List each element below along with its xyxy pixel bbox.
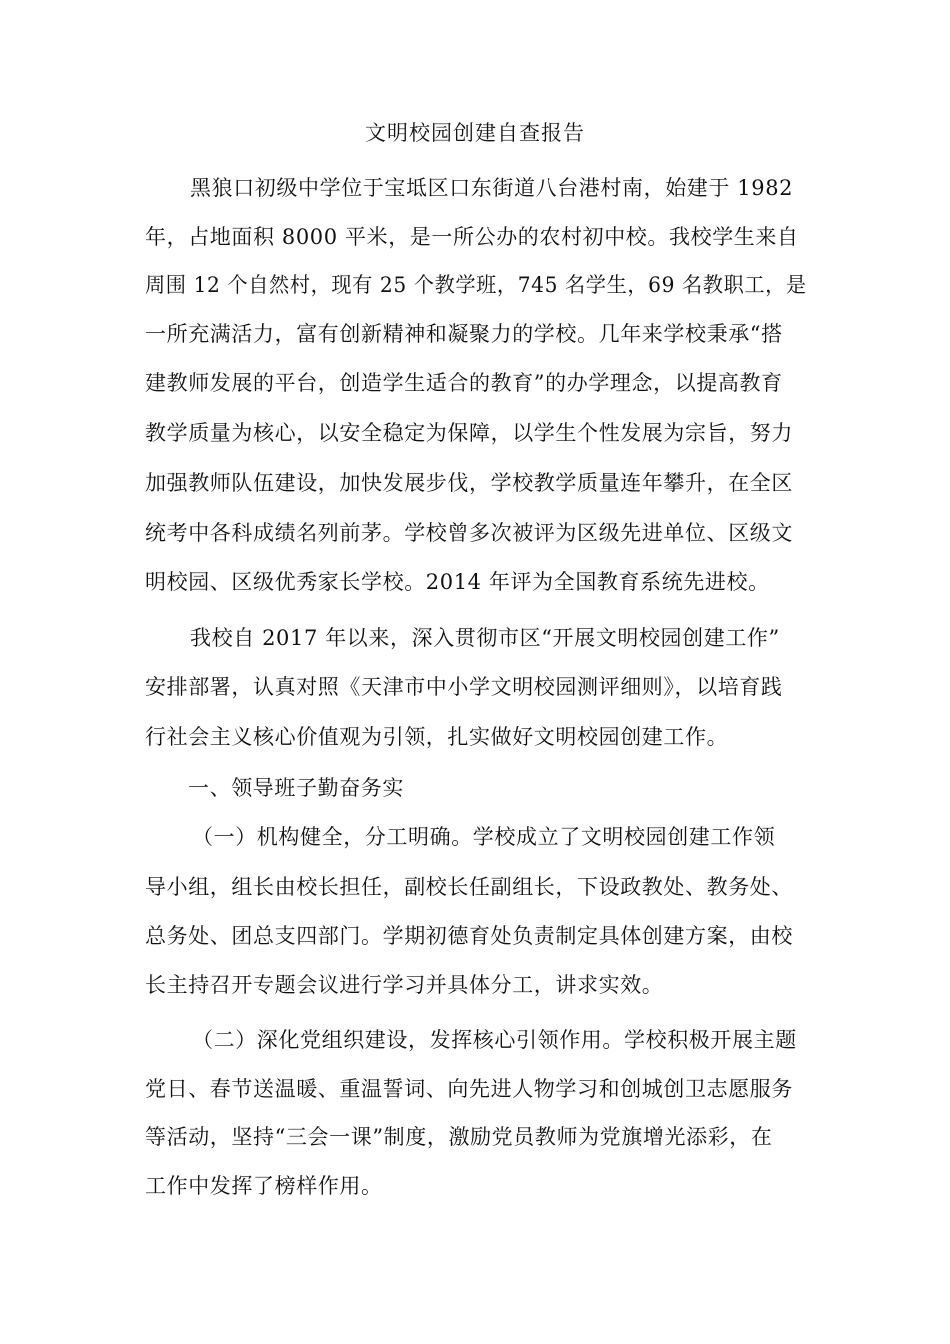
paragraph-3-line-3: 总务处、团总支四部门。学期初德育处负责制定具体创建方案，由校 [145,924,793,948]
paragraph-3-line-2: 导小组，组长由校长担任，副校长任副组长，下设政教处、教务处、 [145,875,793,899]
paragraph-4-line-2: 党日、春节送温暖、重温誓词、向先进人物学习和创城创卫志愿服务 [145,1077,793,1101]
paragraph-4-line-4: 工作中发挥了榜样作用。 [145,1174,383,1198]
paragraph-1-line-7: 加强教师队伍建设，加快发展步伐，学校教学质量连年攀升，在全区 [145,471,793,495]
paragraph-1-line-1: 黑狼口初级中学位于宝坻区口东街道八台港村南，始建于 1982 [190,176,794,200]
document-title: 文明校园创建自查报告 [365,121,585,145]
paragraph-3-line-4: 长主持召开专题会议进行学习并具体分工，讲求实效。 [145,973,664,997]
paragraph-1-line-4: 一所充满活力，富有创新精神和凝聚力的学校。几年来学校秉承“搭 [145,322,783,346]
paragraph-1-line-9: 明校园、区级优秀家长学校。2014 年评为全国教育系统先进校。 [145,570,770,594]
paragraph-2-line-3: 行社会主义核心价值观为引领，扎实做好文明校园创建工作。 [145,725,729,749]
paragraph-1-line-6: 教学质量为核心，以安全稳定为保障，以学生个性发展为宗旨，努力 [145,421,793,445]
paragraph-1-line-8: 统考中各科成绩名列前茅。学校曾多次被评为区级先进单位、区级文 [145,521,793,545]
paragraph-3-line-1: （一）机构健全，分工明确。学校成立了文明校园创建工作领 [192,825,776,849]
section-heading-1: 一、领导班子勤奋务实 [188,776,404,800]
paragraph-1-line-3: 周围 12 个自然村，现有 25 个教学班，745 名学生，69 名教职工，是 [145,273,807,297]
paragraph-1-line-5: 建教师发展的平台，创造学生适合的教育”的办学理念，以提高教育 [145,371,783,395]
paragraph-2-line-2: 安排部署，认真对照《天津市中小学文明校园测评细则》，以培育践 [145,675,783,699]
paragraph-2-line-1: 我校自 2017 年以来，深入贯彻市区“开展文明校园创建工作” [190,626,780,650]
paragraph-4-line-3: 等活动，坚持“三会一课”制度，激励党员教师为党旗增光添彩，在 [145,1125,773,1149]
paragraph-4-line-1: （二）深化党组织建设，发挥核心引领作用。学校积极开展主题 [192,1028,797,1052]
paragraph-1-line-2: 年，占地面积 8000 平米，是一所公办的农村初中校。我校学生来自 [145,225,799,249]
